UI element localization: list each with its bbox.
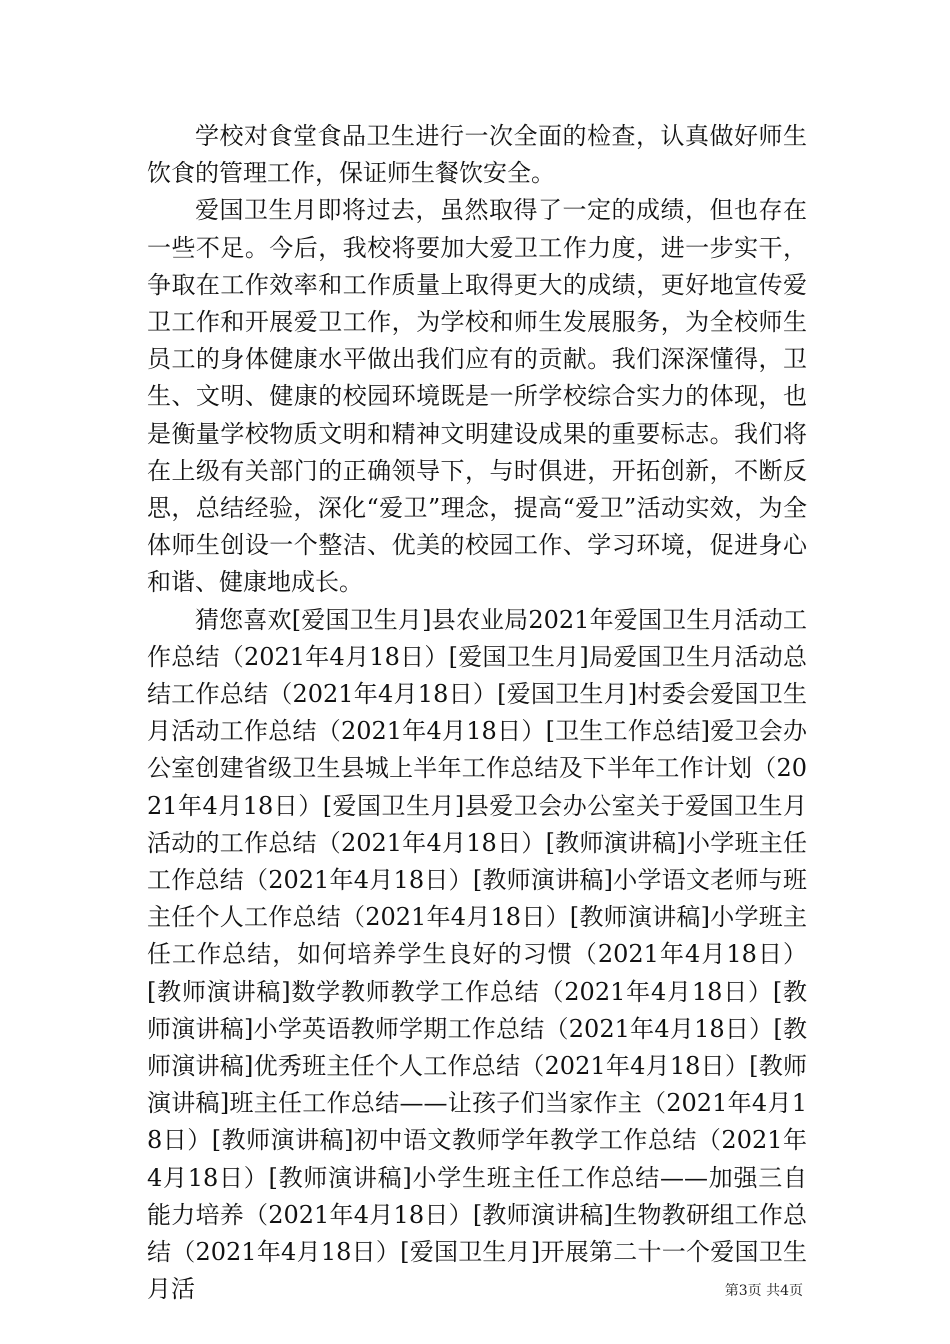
page-number: 第3页 共4页 — [724, 1283, 803, 1299]
paragraph-related-links: 猜您喜欢[爱国卫生月]县农业局2021年爱国卫生月活动工作总结（2021年4月18日）[爱国卫生月]局爱国卫生月活动总结工作总结（2021年4月18日）[爱国卫生月]村委会爱国卫生月活动工作总结（2021年4月18日）[卫生工作总结]爱卫会办公室创建省级卫生县城上半年工作总结及下半年工作计划（2021年4月18日）[爱国卫生月]县爱卫会办公室关于爱国卫生月活动的工作总结（2021年4月18日）[教师演讲稿]小学班主任工作总结（2021年4月18日）[教师演讲稿]小学语文老师与班主任个人工作总结（2021年4月18日）[教师演讲稿]小学班主任工作总结，如何培养学生良好的习惯（2021年4月18日）[教师演讲稿]数学教师教学工作总结（2021年4月18日）[教师演讲稿]小学英语教师学期工作总结（2021年4月18日）[教师演讲稿]优秀班主任个人工作总结（2021年4月18日）[教师演讲稿]班主任工作总结——让孩子们当家作主（2021年4月18日）[教师演讲稿]初中语文教师学年教学工作总结（2021年4月18日）[教师演讲稿]小学生班主任工作总结——加强三自能力培养（2021年4月18日）[教师演讲稿]生物教研组工作总结（2021年4月18日）[爱国卫生月]开展第二十一个爱国卫生月活 — [147, 605, 807, 1304]
paragraph-canteen-inspection: 学校对食堂食品卫生进行一次全面的检查，认真做好师生饮食的管理工作，保证师生餐饮安全。 — [147, 122, 807, 188]
paragraph-summary: 爱国卫生月即将过去，虽然取得了一定的成绩，但也存在一些不足。今后，我校将要加大爱卫工作力度，进一步实干，争取在工作效率和工作质量上取得更大的成绩，更好地宣传爱卫工作和开展爱卫工作，为学校和师生发展服务，为全校师生员工的身体健康水平做出我们应有的贡献。我们深深懂得，卫生、文明、健康的校园环境既是一所学校综合实力的体现，也是衡量学校物质文明和精神文明建设成果的重要标志。我们将在上级有关部门的正确领导下，与时俱进，开拓创新，不断反思，总结经验，深化“爱卫”理念，提高“爱卫”活动实效，为全体师生创设一个整洁、优美的校园工作、学习环境，促进身心和谐、健康地成长。 — [147, 196, 807, 597]
document-body — [147, 118, 807, 1309]
